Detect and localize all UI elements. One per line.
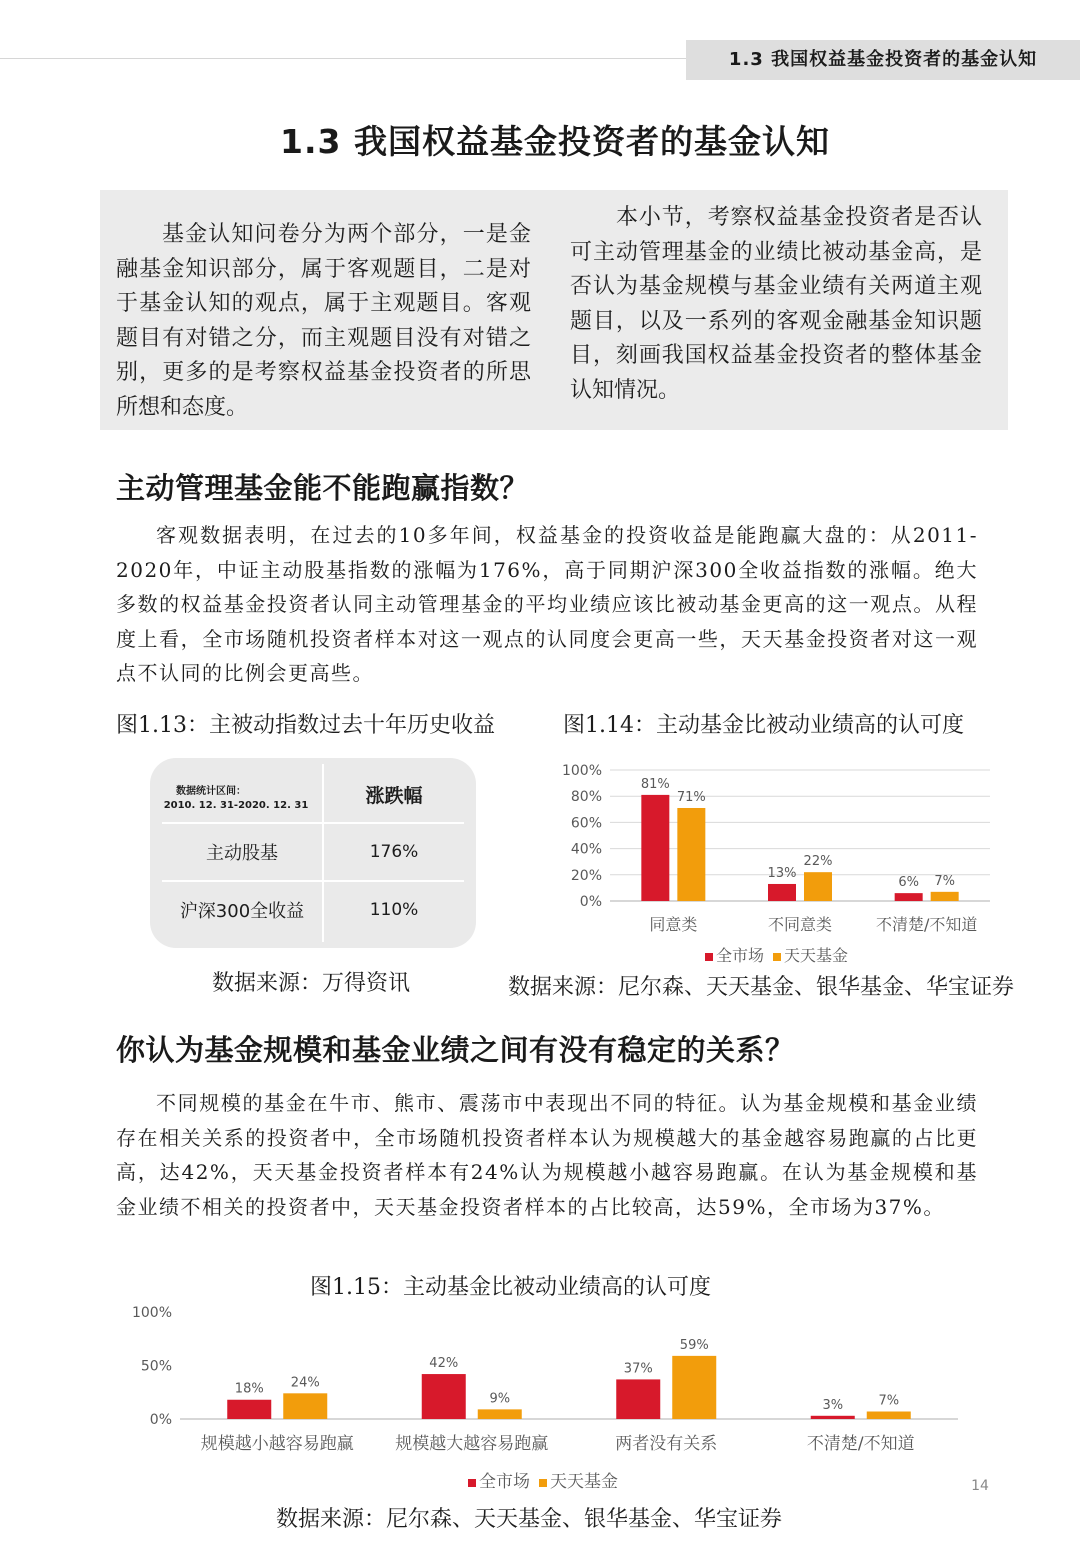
data-label: 3% xyxy=(822,1397,844,1413)
fig115-chart xyxy=(120,1298,980,1498)
data-label: 6% xyxy=(898,875,919,891)
fig113-source: 数据来源：万得资讯 xyxy=(212,971,411,996)
table-row-value: 176% xyxy=(369,842,419,862)
bar-全市场 xyxy=(641,795,669,901)
y-tick-label: 100% xyxy=(131,1305,172,1321)
y-tick-label: 0% xyxy=(579,894,602,910)
legend-swatch xyxy=(539,1479,547,1487)
table-change-header: 涨跌幅 xyxy=(365,784,423,807)
y-tick-label: 50% xyxy=(140,1358,172,1375)
legend-label: 全市场 xyxy=(716,946,765,965)
data-label: 81% xyxy=(640,776,670,792)
page-title: 1.3 我国权益基金投资者的基金认知 xyxy=(280,122,830,161)
period-value: 2010. 12. 31-2020. 12. 31 xyxy=(163,800,309,811)
fig115-caption: 图1.15：主动基金比被动业绩高的认可度 xyxy=(310,1275,711,1300)
page-number: 14 xyxy=(971,1478,989,1494)
section2-paragraph: 不同规模的基金在牛市、熊市、震荡市中表现出不同的特征。认为基金规模和基金业绩存在相关关系的投资者中，全市场随机投资者样本认为规模越大的基金越容易跑赢的占比更高，达42%，天天基金投资者样本有24%认为规模越小越容易跑赢。在认为基金规模和基金业绩不相关的投资者中，天天基金投资者样本的占比较高，达59%，全市场为37%。 xyxy=(116,1091,978,1219)
intro-left-text: 基金认知问卷分为两个部分，一是金融基金知识部分，属于客观题目，二是对于基金认知的观点，属于主观题目。客观题目有对错之分，而主观题目没有对错之别，更多的是考察权益基金投资者的所思所想和态度。 xyxy=(116,222,531,420)
data-label: 7% xyxy=(934,873,955,889)
data-label: 7% xyxy=(878,1393,900,1409)
y-tick-label: 0% xyxy=(149,1412,172,1428)
returns-table xyxy=(150,758,476,948)
y-tick-label: 20% xyxy=(570,867,602,884)
fig115-source: 数据来源：尼尔森、天天基金、银华基金、华宝证券 xyxy=(276,1507,783,1532)
legend-label: 天天基金 xyxy=(784,946,849,965)
section2-title: 你认为基金规模和基金业绩之间有没有稳定的关系？ xyxy=(116,1033,795,1067)
fig113-caption: 图1.13：主被动指数过去十年历史收益 xyxy=(116,713,495,738)
category-label: 规模越小越容易跑赢 xyxy=(200,1434,354,1454)
fig114-caption: 图1.14：主动基金比被动业绩高的认可度 xyxy=(563,713,964,738)
bar-全市场 xyxy=(422,1374,466,1419)
data-label: 9% xyxy=(489,1391,511,1407)
header-rule xyxy=(0,58,690,59)
bar-全市场 xyxy=(895,893,923,901)
fig114-chart xyxy=(555,750,1005,970)
bar-全市场 xyxy=(811,1416,855,1419)
data-label: 71% xyxy=(676,789,706,805)
legend-swatch xyxy=(773,953,781,961)
bar-全市场 xyxy=(227,1400,271,1419)
data-label: 59% xyxy=(679,1337,709,1353)
bar-天天基金 xyxy=(283,1393,327,1419)
category-label: 不清楚/不知道 xyxy=(875,915,978,934)
bar-全市场 xyxy=(768,884,796,901)
data-label: 24% xyxy=(290,1375,320,1391)
section1-title: 主动管理基金能不能跑赢指数？ xyxy=(116,471,530,505)
data-label: 13% xyxy=(767,865,797,881)
data-label: 22% xyxy=(803,854,833,870)
bar-天天基金 xyxy=(478,1409,522,1419)
category-label: 两者没有关系 xyxy=(615,1434,718,1454)
y-tick-label: 100% xyxy=(561,763,602,779)
bar-全市场 xyxy=(616,1379,660,1419)
section1-paragraph: 客观数据表明，在过去的10多年间，权益基金的投资收益是能跑赢大盘的：从2011-2020年，中证主动股基指数的涨幅为176%，高于同期沪深300全收益指数的涨幅。绝大多数的权益基金投资者认同主动管理基金的平均业绩应该比被动基金更高的这一观点。从程度上看，全市场随机投资者样本对这一观点的认同度会更高一些，天天基金投资者对这一观点不认同的比例会更高些。 xyxy=(116,523,978,685)
bar-天天基金 xyxy=(867,1412,911,1419)
legend-swatch xyxy=(705,953,713,961)
legend-swatch xyxy=(468,1479,476,1487)
y-tick-label: 40% xyxy=(570,841,602,858)
data-label: 37% xyxy=(623,1361,653,1377)
data-label: 42% xyxy=(429,1356,459,1372)
table-period-header xyxy=(150,776,322,822)
period-label: 数据统计区间： xyxy=(176,786,246,797)
y-tick-label: 80% xyxy=(570,789,602,806)
section-header-tab: 1.3 我国权益基金投资者的基金认知 xyxy=(686,40,1080,80)
fig114-source: 数据来源：尼尔森、天天基金、银华基金、华宝证券 xyxy=(508,975,1015,1000)
category-label: 不同意类 xyxy=(767,915,833,934)
bar-天天基金 xyxy=(672,1356,716,1419)
bar-天天基金 xyxy=(931,892,959,901)
data-label: 18% xyxy=(234,1381,264,1397)
category-label: 规模越大越容易跑赢 xyxy=(395,1434,549,1454)
legend-label: 天天基金 xyxy=(550,1472,618,1492)
category-label: 同意类 xyxy=(649,915,698,934)
bar-天天基金 xyxy=(804,872,832,901)
y-tick-label: 60% xyxy=(570,815,602,832)
table-row-name: 主动股基 xyxy=(206,843,278,864)
category-label: 不清楚/不知道 xyxy=(806,1434,915,1454)
table-row-value: 110% xyxy=(369,900,419,920)
bar-天天基金 xyxy=(677,808,705,901)
legend-label: 全市场 xyxy=(479,1472,530,1492)
table-row-name: 沪深300全收益 xyxy=(179,901,305,922)
intro-right-text: 本小节，考察权益基金投资者是否认可主动管理基金的业绩比被动基金高，是否认为基金规模与基金业绩有关两道主观题目，以及一系列的客观金融基金知识题目，刻画我国权益基金投资者的整体基金认知情况。 xyxy=(570,205,982,403)
